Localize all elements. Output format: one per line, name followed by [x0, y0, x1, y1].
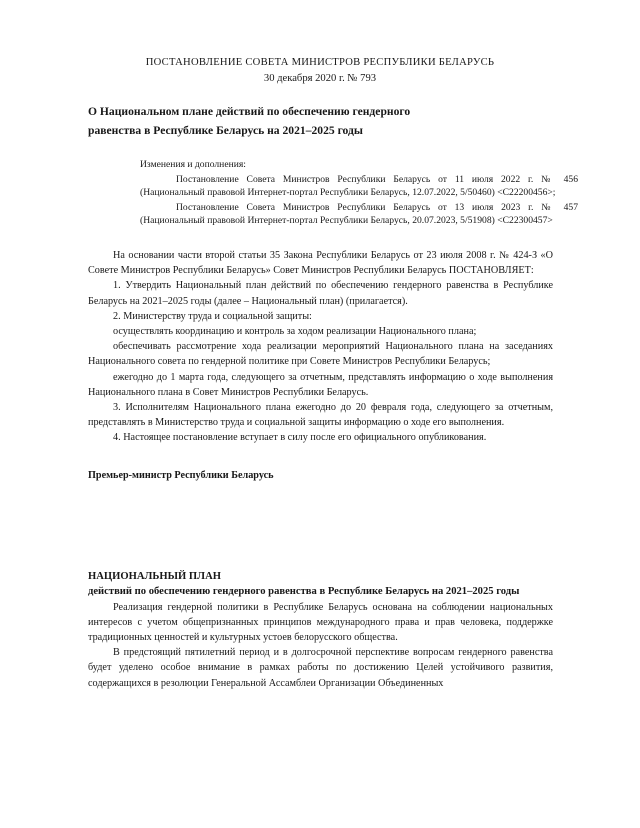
plan-paragraph-1: Реализация гендерной политики в Республике Беларусь основана на соблюдении национальных интересов с учетом общепризнанных принципов международного права и прав человека, поддержке традиционных ценностей и культурных устоев белорусского общества. [88, 601, 553, 644]
clause-2: 2. Министерству труда и социальной защиты: [113, 310, 312, 322]
document-title: О Национальном плане действий по обеспечению гендерного равенства в Республике Беларусь на 2021–2025 годы [88, 105, 411, 137]
amendments-label: Изменения и дополнения: [140, 159, 246, 170]
clause-3: 3. Исполнителям Национального плана ежегодно до 20 февраля года, следующего за отчетным, представлять в Министерство труда и социальной защиты информацию о ходе его выполнения. [88, 402, 553, 429]
resolution-body [88, 248, 553, 446]
signature-line: Премьер-министр Республики Беларусь [88, 469, 274, 481]
plan-heading-secondary: действий по обеспечению гендерного равенства в Республике Беларусь на 2021–2025 годы [88, 586, 520, 598]
national-plan-section [88, 569, 553, 691]
plan-paragraph-2: В предстоящий пятилетний период и в долгосрочной перспективе вопросам гендерного равенства будет уделено особое внимание в рамках работы по достижению Целей устойчивого развития, содержащихся в резолюции Генеральной Ассамблеи Организации Объединенных [88, 647, 553, 689]
clause-4: 4. Настоящее постановление вступает в силу после его официального опубликования. [113, 432, 487, 444]
clause-1: 1. Утвердить Национальный план действий по обеспечению гендерного равенства в Республике Беларусь на 2021–2025 годы (далее – Национальный план) (прилагается). [88, 280, 553, 307]
clause-2-sub-1: осуществлять координацию и контроль за ходом реализации Национального плана; [113, 325, 477, 337]
issuing-authority: ПОСТАНОВЛЕНИЕ СОВЕТА МИНИСТРОВ РЕСПУБЛИКИ БЕЛАРУСЬ [145, 57, 495, 68]
amendment-entry: Постановление Совета Министров Республики Беларусь от 11 июля 2022 г. № 456 (Национальный правовой Интернет-портал Республики Беларусь, 12.07.2022, 5/50460) <C22200456>; [140, 173, 578, 199]
document-date-number: 30 декабря 2020 г. № 793 [263, 73, 377, 84]
clause-2-sub-3: ежегодно до 1 марта года, следующего за отчетным, представлять информацию о ходе выполнения Национального плана в Совет Министров Республики Беларусь. [88, 371, 553, 398]
preamble-paragraph: На основании части второй статьи 35 Закона Республики Беларусь от 23 июля 2008 г. № 424-З «О Совете Министров Республики Беларусь» Совет Министров Республики Беларусь ПОСТАНОВЛЯЕТ: [88, 249, 553, 277]
amendments-block [140, 158, 578, 228]
clause-2-sub-2: обеспечивать рассмотрение хода реализации мероприятий Национального плана на заседаниях Национального совета по гендерной политике при Совете Министров Республики Беларусь; [88, 341, 553, 368]
document-header [0, 0, 640, 86]
plan-heading-primary: НАЦИОНАЛЬНЫЙ ПЛАН [88, 570, 221, 582]
amendment-entry: Постановление Совета Министров Республики Беларусь от 13 июля 2023 г. № 457 (Национальный правовой Интернет-портал Республики Беларусь, 20.07.2023, 5/51908) <C22300457> [140, 201, 578, 227]
